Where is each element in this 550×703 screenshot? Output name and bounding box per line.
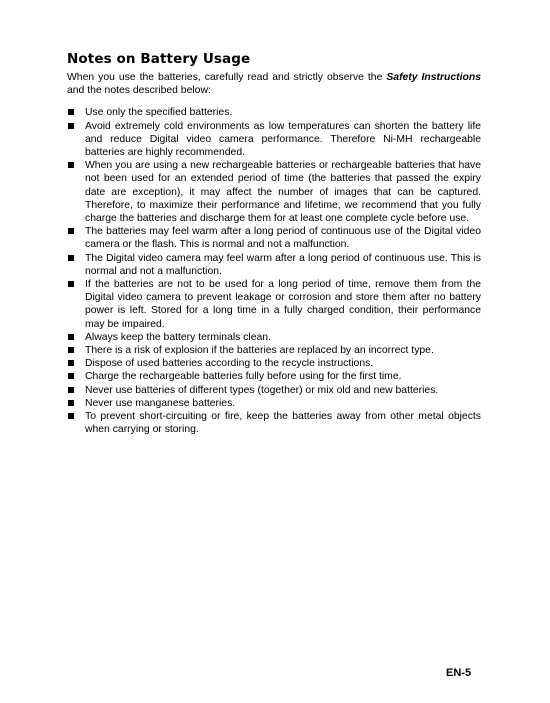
square-bullet-icon [68, 162, 74, 168]
intro-text-before: When you use the batteries, carefully read and strictly observe the [67, 72, 387, 83]
square-bullet-icon [68, 281, 74, 287]
list-item [67, 370, 481, 383]
square-bullet-icon [68, 109, 74, 115]
list-item [67, 252, 481, 278]
intro-paragraph [67, 71, 481, 97]
page-title: Notes on Battery Usage [67, 51, 251, 67]
safety-instructions-emphasis: Safety Instructions [386, 72, 481, 83]
intro-text-after: and the notes described below: [67, 85, 211, 97]
note-text: The batteries may feel warm after a long period of continuous use of the Digital video camera or the flash. This is normal and not a malfunction. [85, 226, 481, 251]
note-text: Dispose of used batteries according to the recycle instructions. [85, 358, 374, 370]
note-text: When you are using a new rechargeable batteries or rechargeable batteries that have not been used for an extended period of time (the batteries that passed the expiry date are exception), it may affect the number of images that can be captured. Therefore, to maximize their performance and lifetime, we recommend that you fully charge the batteries and discharge them for at least one complete cycle before use. [85, 160, 481, 225]
note-text: The Digital video camera may feel warm after a long period of continuous use. This is normal and not a malfunction. [85, 252, 481, 277]
note-text: Never use batteries of different types (together) or mix old and new batteries. [85, 384, 439, 396]
list-item [67, 331, 481, 344]
note-text: Charge the rechargeable batteries fully before using for the first time. [85, 371, 402, 383]
square-bullet-icon [68, 123, 74, 129]
list-item [67, 278, 481, 331]
note-text: Always keep the battery terminals clean. [85, 331, 271, 343]
page-number: EN-5 [446, 667, 472, 679]
list-item [67, 344, 481, 357]
note-text: Use only the specified batteries. [85, 107, 233, 119]
square-bullet-icon [68, 360, 74, 366]
list-item [67, 384, 481, 397]
square-bullet-icon [68, 413, 74, 419]
square-bullet-icon [68, 373, 74, 379]
list-item [67, 357, 481, 370]
note-text: To prevent short-circuiting or fire, keep the batteries away from other metal objects when carrying or storing. [85, 411, 481, 436]
page-content [67, 51, 481, 436]
square-bullet-icon [68, 400, 74, 406]
square-bullet-icon [68, 334, 74, 340]
list-item [67, 120, 481, 160]
note-text: Avoid extremely cold environments as low temperatures can shorten the battery life and reduce Digital video camera performance. Therefore Ni-MH rechargeable batteries are highly recommended. [85, 120, 481, 159]
list-item [67, 159, 481, 225]
square-bullet-icon [68, 347, 74, 353]
note-text: Never use manganese batteries. [85, 397, 236, 409]
square-bullet-icon [68, 255, 74, 261]
battery-notes-list [67, 106, 481, 436]
list-item [67, 410, 481, 436]
list-item [67, 106, 481, 119]
square-bullet-icon [68, 387, 74, 393]
note-text: There is a risk of explosion if the batteries are replaced by an incorrect type. [85, 345, 434, 357]
list-item [67, 225, 481, 251]
list-item [67, 397, 481, 410]
note-text: If the batteries are not to be used for a long period of time, remove them from the Digital video camera to prevent leakage or corrosion and store them after no battery power is left. Stored for a long time in a fully charged condition, their performance may be impaired. [85, 279, 481, 330]
square-bullet-icon [68, 228, 74, 234]
